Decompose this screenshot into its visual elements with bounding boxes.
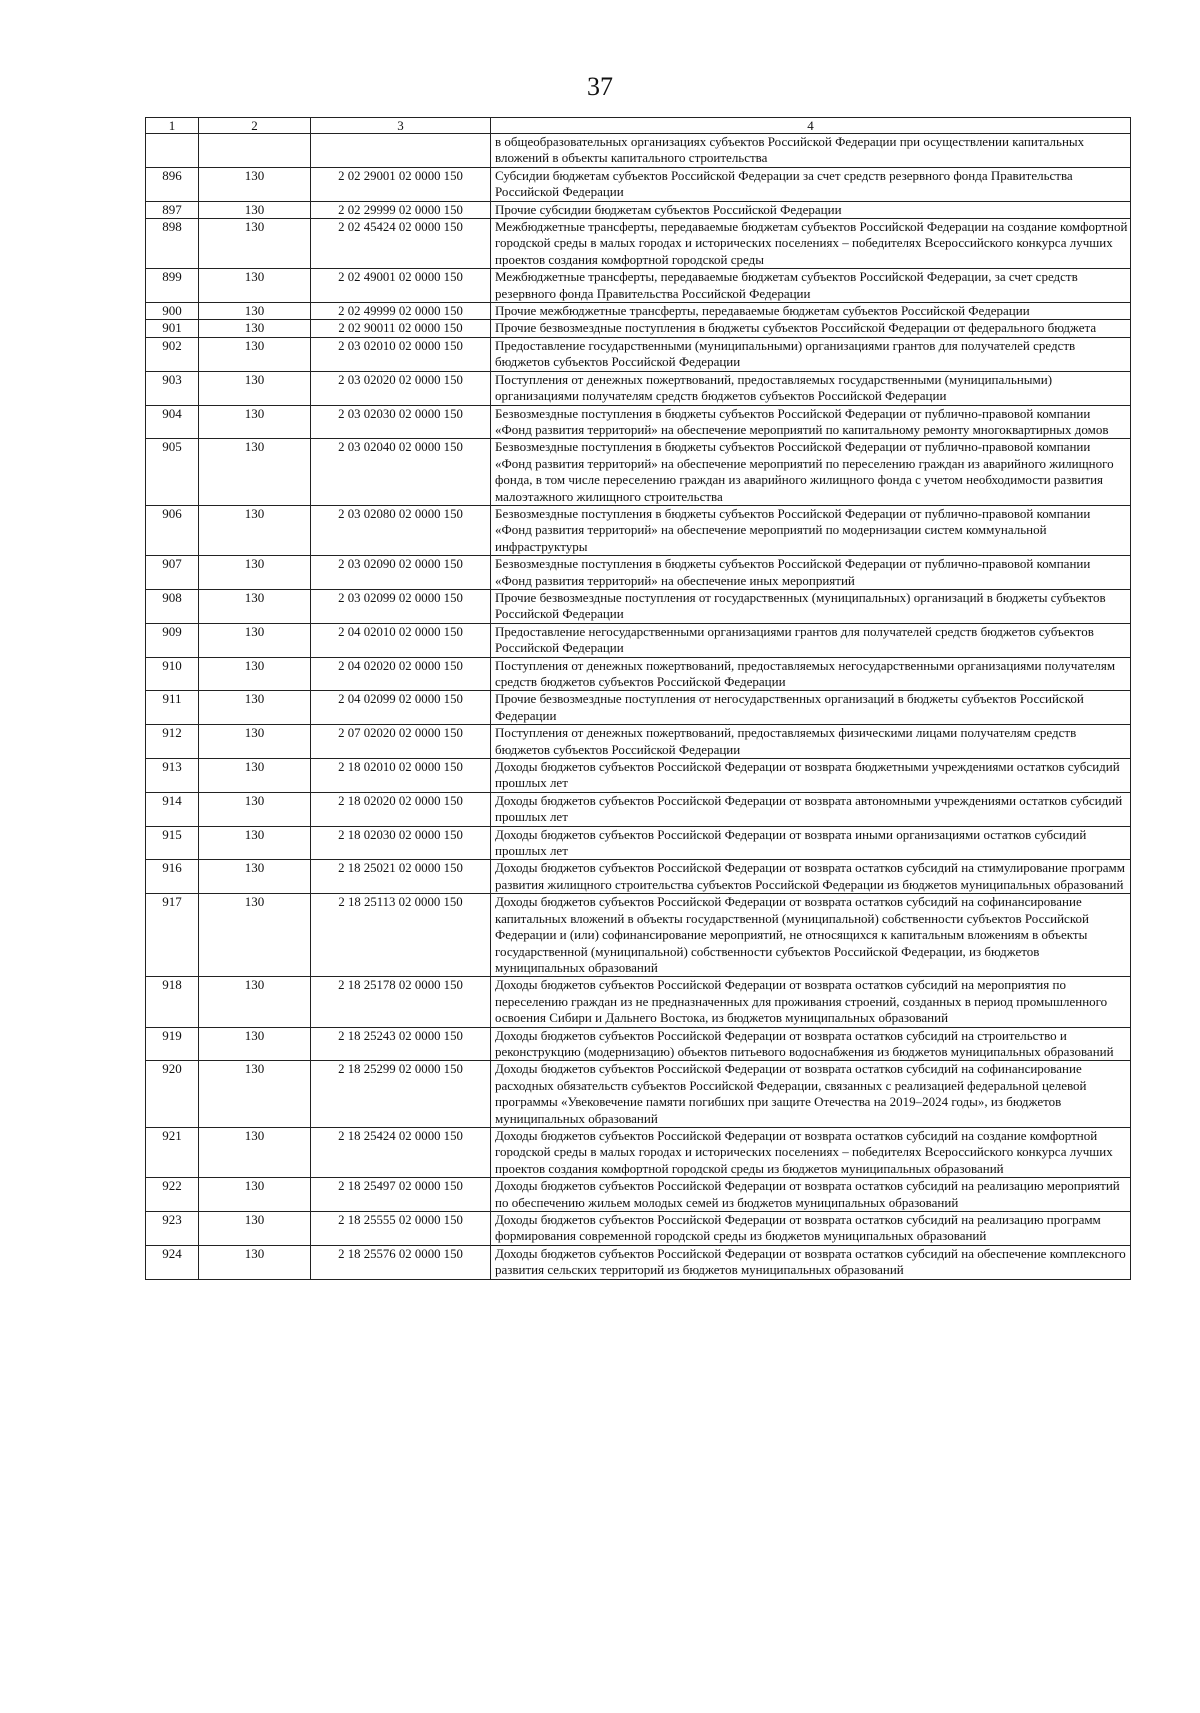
revenue-name: Поступления от денежных пожертвований, предоставляемых государственными (муниципальными) организациями получателям средств бюджетов субъектов Российской Федерации: [491, 371, 1131, 405]
budget-classification-code: 2 18 02010 02 0000 150: [311, 759, 491, 793]
revenue-name: Доходы бюджетов субъектов Российской Федерации от возврата остатков субсидий на софинансирование расходных обязательств субъектов Российской Федерации, связанных с реализацией федеральной целевой программы «Увековечение памяти погибших при защите Отечества на 2019–2024 годы», из бюджетов муниципальных образований: [491, 1061, 1131, 1128]
admin-code: 130: [199, 792, 311, 826]
budget-classification-code: 2 04 02010 02 0000 150: [311, 623, 491, 657]
row-number: [146, 134, 199, 168]
column-header-2: 2: [199, 118, 311, 134]
revenue-name: Прочие безвозмездные поступления в бюджеты субъектов Российской Федерации от федерального бюджета: [491, 320, 1131, 337]
table-row: [146, 589, 1131, 623]
revenue-name: Межбюджетные трансферты, передаваемые бюджетам субъектов Российской Федерации, за счет средств резервного фонда Правительства Российской Федерации: [491, 269, 1131, 303]
admin-code: 130: [199, 1178, 311, 1212]
budget-classification-code: [311, 134, 491, 168]
admin-code: 130: [199, 219, 311, 269]
row-number: 911: [146, 691, 199, 725]
row-number: 913: [146, 759, 199, 793]
row-number: 920: [146, 1061, 199, 1128]
revenue-name: Доходы бюджетов субъектов Российской Федерации от возврата остатков субсидий на обеспечение комплексного развития сельских территорий из бюджетов муниципальных образований: [491, 1245, 1131, 1279]
admin-code: 130: [199, 1027, 311, 1061]
row-number: 914: [146, 792, 199, 826]
page-number: 37: [587, 72, 613, 101]
revenue-name: Поступления от денежных пожертвований, предоставляемых негосударственными организациями получателям средств бюджетов субъектов Российской Федерации: [491, 657, 1131, 691]
row-number: 907: [146, 556, 199, 590]
budget-classification-code: 2 18 25576 02 0000 150: [311, 1245, 491, 1279]
row-number: 916: [146, 860, 199, 894]
admin-code: 130: [199, 167, 311, 201]
row-number: 900: [146, 303, 199, 320]
revenue-name: Доходы бюджетов субъектов Российской Федерации от возврата автономными учреждениями остатков субсидий прошлых лет: [491, 792, 1131, 826]
table-row: [146, 1245, 1131, 1279]
budget-classification-code: 2 02 49999 02 0000 150: [311, 303, 491, 320]
revenue-name: Доходы бюджетов субъектов Российской Федерации от возврата остатков субсидий на мероприятия по переселению граждан из не предназначенных для проживания строений, созданных в период промышленного освоения Сибири и Дальнего Востока, из бюджетов муниципальных образований: [491, 977, 1131, 1027]
budget-classification-code: 2 03 02010 02 0000 150: [311, 337, 491, 371]
table-row: [146, 1212, 1131, 1246]
admin-code: 130: [199, 759, 311, 793]
revenue-codes-table-container: [145, 117, 1130, 1280]
revenue-name: Прочие безвозмездные поступления от негосударственных организаций в бюджеты субъектов Российской Федерации: [491, 691, 1131, 725]
row-number: 909: [146, 623, 199, 657]
table-row: [146, 691, 1131, 725]
row-number: 910: [146, 657, 199, 691]
budget-classification-code: 2 18 25497 02 0000 150: [311, 1178, 491, 1212]
table-row: [146, 303, 1131, 320]
table-row: [146, 725, 1131, 759]
revenue-name: Доходы бюджетов субъектов Российской Федерации от возврата остатков субсидий на реализацию мероприятий по обеспечению жильем молодых семей из бюджетов муниципальных образований: [491, 1178, 1131, 1212]
admin-code: 130: [199, 303, 311, 320]
admin-code: 130: [199, 589, 311, 623]
column-header-1: 1: [146, 118, 199, 134]
budget-classification-code: 2 03 02030 02 0000 150: [311, 405, 491, 439]
row-number: 905: [146, 439, 199, 506]
revenue-name: Доходы бюджетов субъектов Российской Федерации от возврата остатков субсидий на создание комфортной городской среды в малых городах и исторических поселениях – победителях Всероссийского конкурса лучших проектов создания комфортной городской среды из бюджетов муниципальных образований: [491, 1127, 1131, 1177]
revenue-name: Доходы бюджетов субъектов Российской Федерации от возврата иными организациями остатков субсидий прошлых лет: [491, 826, 1131, 860]
admin-code: 130: [199, 691, 311, 725]
budget-classification-code: 2 03 02020 02 0000 150: [311, 371, 491, 405]
table-row: [146, 320, 1131, 337]
row-number: 922: [146, 1178, 199, 1212]
admin-code: 130: [199, 657, 311, 691]
row-number: 917: [146, 894, 199, 977]
revenue-name: Поступления от денежных пожертвований, предоставляемых физическими лицами получателям средств бюджетов субъектов Российской Федерации: [491, 725, 1131, 759]
table-row: [146, 505, 1131, 555]
table-row: [146, 1061, 1131, 1128]
admin-code: 130: [199, 439, 311, 506]
revenue-name: Прочие субсидии бюджетам субъектов Российской Федерации: [491, 201, 1131, 218]
table-row: [146, 826, 1131, 860]
admin-code: 130: [199, 623, 311, 657]
table-row: [146, 219, 1131, 269]
table-row: [146, 201, 1131, 218]
admin-code: 130: [199, 1061, 311, 1128]
row-number: 906: [146, 505, 199, 555]
revenue-name: Безвозмездные поступления в бюджеты субъектов Российской Федерации от публично-правовой компании «Фонд развития территорий» на обеспечение мероприятий по капитальному ремонту многоквартирных домов: [491, 405, 1131, 439]
revenue-name: Межбюджетные трансферты, передаваемые бюджетам субъектов Российской Федерации на создание комфортной городской среды в малых городах и исторических поселениях – победителях Всероссийского конкурса лучших проектов создания комфортной городской среды: [491, 219, 1131, 269]
admin-code: 130: [199, 337, 311, 371]
row-number: 915: [146, 826, 199, 860]
revenue-name: Доходы бюджетов субъектов Российской Федерации от возврата остатков субсидий на строительство и реконструкцию (модернизацию) объектов питьевого водоснабжения из бюджетов муниципальных образований: [491, 1027, 1131, 1061]
table-row: [146, 792, 1131, 826]
budget-classification-code: 2 04 02099 02 0000 150: [311, 691, 491, 725]
budget-classification-code: 2 18 02030 02 0000 150: [311, 826, 491, 860]
budget-classification-code: 2 02 45424 02 0000 150: [311, 219, 491, 269]
table-row: [146, 977, 1131, 1027]
budget-classification-code: 2 02 29001 02 0000 150: [311, 167, 491, 201]
budget-classification-code: 2 03 02099 02 0000 150: [311, 589, 491, 623]
row-number: 902: [146, 337, 199, 371]
admin-code: 130: [199, 977, 311, 1027]
table-row: [146, 759, 1131, 793]
table-row: [146, 439, 1131, 506]
table-row: [146, 405, 1131, 439]
budget-classification-code: 2 18 25555 02 0000 150: [311, 1212, 491, 1246]
admin-code: 130: [199, 556, 311, 590]
table-row: [146, 860, 1131, 894]
revenue-name: Доходы бюджетов субъектов Российской Федерации от возврата остатков субсидий на софинансирование капитальных вложений в объекты государственной (муниципальной) собственности субъектов Российской Федерации и (или) софинансирование мероприятий, не относящихся к капитальным вложениям в объекты государственной (муниципальной) собственности субъектов Российской Федерации, из бюджетов муниципальных образований: [491, 894, 1131, 977]
budget-classification-code: 2 18 25299 02 0000 150: [311, 1061, 491, 1128]
row-number: 924: [146, 1245, 199, 1279]
admin-code: 130: [199, 1245, 311, 1279]
revenue-name: Доходы бюджетов субъектов Российской Федерации от возврата остатков субсидий на реализацию программ формирования современной городской среды из бюджетов муниципальных образований: [491, 1212, 1131, 1246]
row-number: 896: [146, 167, 199, 201]
admin-code: 130: [199, 894, 311, 977]
admin-code: 130: [199, 826, 311, 860]
table-body: [146, 134, 1131, 1280]
table-row: [146, 894, 1131, 977]
column-header-4: 4: [491, 118, 1131, 134]
budget-classification-code: 2 18 25424 02 0000 150: [311, 1127, 491, 1177]
row-number: 903: [146, 371, 199, 405]
table-row: [146, 1178, 1131, 1212]
row-number: 919: [146, 1027, 199, 1061]
row-number: 923: [146, 1212, 199, 1246]
revenue-name: Предоставление государственными (муниципальными) организациями грантов для получателей средств бюджетов субъектов Российской Федерации: [491, 337, 1131, 371]
budget-classification-code: 2 02 90011 02 0000 150: [311, 320, 491, 337]
table-row: [146, 623, 1131, 657]
budget-classification-code: 2 03 02040 02 0000 150: [311, 439, 491, 506]
budget-classification-code: 2 18 02020 02 0000 150: [311, 792, 491, 826]
row-number: 912: [146, 725, 199, 759]
revenue-codes-table: [145, 117, 1131, 1280]
row-number: 898: [146, 219, 199, 269]
revenue-name: Субсидии бюджетам субъектов Российской Федерации за счет средств резервного фонда Правительства Российской Федерации: [491, 167, 1131, 201]
admin-code: 130: [199, 269, 311, 303]
revenue-name: Предоставление негосударственными организациями грантов для получателей средств бюджетов субъектов Российской Федерации: [491, 623, 1131, 657]
admin-code: 130: [199, 860, 311, 894]
table-row: [146, 371, 1131, 405]
revenue-name: Доходы бюджетов субъектов Российской Федерации от возврата остатков субсидий на стимулирование программ развития жилищного строительства субъектов Российской Федерации из бюджетов муниципальных образований: [491, 860, 1131, 894]
admin-code: [199, 134, 311, 168]
revenue-name: Прочие безвозмездные поступления от государственных (муниципальных) организаций в бюджеты субъектов Российской Федерации: [491, 589, 1131, 623]
admin-code: 130: [199, 320, 311, 337]
row-number: 897: [146, 201, 199, 218]
admin-code: 130: [199, 405, 311, 439]
table-row: [146, 556, 1131, 590]
row-number: 908: [146, 589, 199, 623]
table-row: [146, 1027, 1131, 1061]
revenue-name: Безвозмездные поступления в бюджеты субъектов Российской Федерации от публично-правовой компании «Фонд развития территорий» на обеспечение мероприятий по переселению граждан из аварийного жилищного фонда, в том числе переселению граждан из аварийного жилищного фонда с учетом необходимости развития малоэтажного жилищного строительства: [491, 439, 1131, 506]
column-header-3: 3: [311, 118, 491, 134]
table-row: [146, 134, 1131, 168]
row-number: 901: [146, 320, 199, 337]
admin-code: 130: [199, 505, 311, 555]
admin-code: 130: [199, 371, 311, 405]
admin-code: 130: [199, 1212, 311, 1246]
row-number: 918: [146, 977, 199, 1027]
table-header-row: [146, 118, 1131, 134]
table-row: [146, 269, 1131, 303]
revenue-name: Безвозмездные поступления в бюджеты субъектов Российской Федерации от публично-правовой компании «Фонд развития территорий» на обеспечение иных мероприятий: [491, 556, 1131, 590]
admin-code: 130: [199, 1127, 311, 1177]
budget-classification-code: 2 03 02090 02 0000 150: [311, 556, 491, 590]
table-row: [146, 337, 1131, 371]
budget-classification-code: 2 02 49001 02 0000 150: [311, 269, 491, 303]
admin-code: 130: [199, 725, 311, 759]
budget-classification-code: 2 18 25021 02 0000 150: [311, 860, 491, 894]
budget-classification-code: 2 02 29999 02 0000 150: [311, 201, 491, 218]
budget-classification-code: 2 18 25243 02 0000 150: [311, 1027, 491, 1061]
budget-classification-code: 2 03 02080 02 0000 150: [311, 505, 491, 555]
revenue-name: в общеобразовательных организациях субъектов Российской Федерации при осуществлении капитальных вложений в объекты капитального строительства: [491, 134, 1131, 168]
budget-classification-code: 2 18 25113 02 0000 150: [311, 894, 491, 977]
budget-classification-code: 2 04 02020 02 0000 150: [311, 657, 491, 691]
row-number: 899: [146, 269, 199, 303]
budget-classification-code: 2 18 25178 02 0000 150: [311, 977, 491, 1027]
table-row: [146, 657, 1131, 691]
admin-code: 130: [199, 201, 311, 218]
revenue-name: Прочие межбюджетные трансферты, передаваемые бюджетам субъектов Российской Федерации: [491, 303, 1131, 320]
revenue-name: Безвозмездные поступления в бюджеты субъектов Российской Федерации от публично-правовой компании «Фонд развития территорий» на обеспечение мероприятий по модернизации систем коммунальной инфраструктуры: [491, 505, 1131, 555]
budget-classification-code: 2 07 02020 02 0000 150: [311, 725, 491, 759]
row-number: 904: [146, 405, 199, 439]
row-number: 921: [146, 1127, 199, 1177]
table-row: [146, 1127, 1131, 1177]
revenue-name: Доходы бюджетов субъектов Российской Федерации от возврата бюджетными учреждениями остатков субсидий прошлых лет: [491, 759, 1131, 793]
table-row: [146, 167, 1131, 201]
